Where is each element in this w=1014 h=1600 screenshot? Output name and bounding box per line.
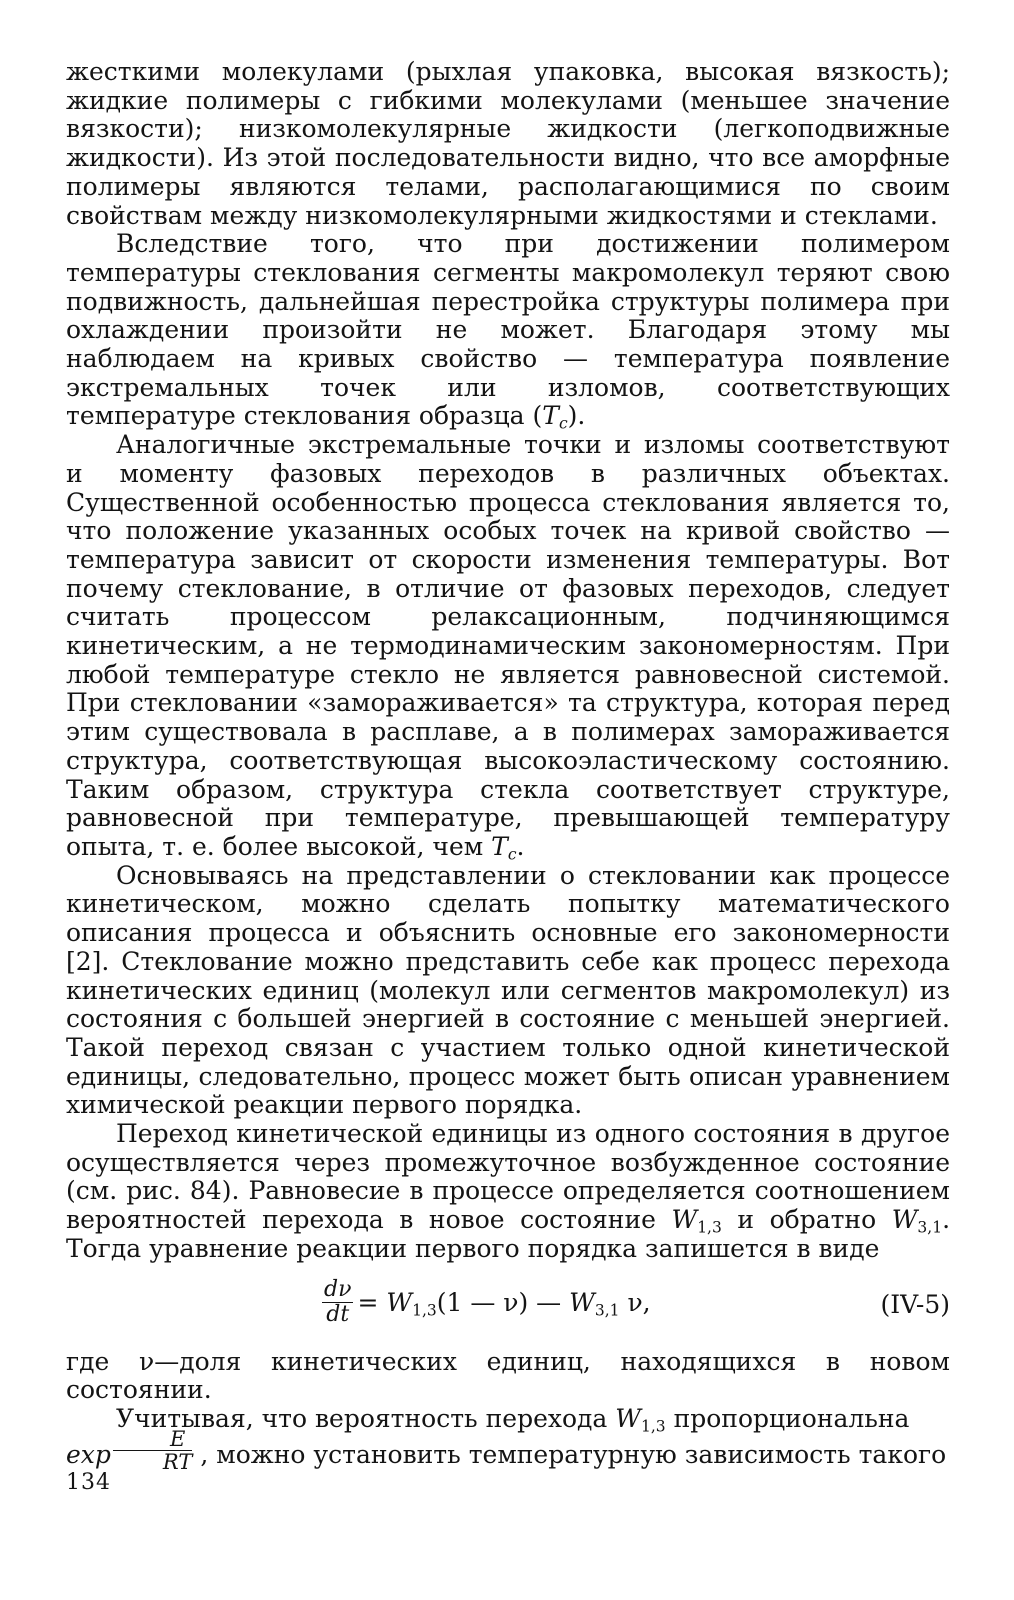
probability-subscript: 3,1: [917, 1218, 943, 1237]
energy-denominator: RT: [162, 1449, 193, 1474]
derivative-numerator: dν: [324, 1276, 352, 1302]
glass-transition-symbol: T: [491, 831, 508, 861]
paragraph-4-text: Основываясь на представлении о стекловании как процессе кинетическом, можно сделать попытку математического описания процесса и объяснить основные его закономерности [2]. Стеклование можно представить себе как процесс перехода кинетических единиц (молекул или сегментов макромолекул) из состояния с большей энергией в состояние с меньшей энергией. Такой переход связан с участием только одной кинетической единицы, следовательно, процесс может быть описан уравнением химической реакции первого порядка.: [66, 860, 950, 1120]
paragraph-1-text: жесткими молекулами (рыхлая упаковка, высокая вязкость); жидкие полимеры с гибкими молекулами (меньшее значение вязкости); низкомолекулярные жидкости (легкоподвижные жидкости). Из этой последовательности видно, что все аморфные полимеры являются телами, располагающимися по своим свойствам между низкомолекулярными жидкостями и стеклами.: [66, 57, 950, 230]
energy-fraction: [113, 1428, 192, 1473]
glass-transition-subscript: c: [558, 415, 568, 434]
book-page: [66, 58, 950, 1558]
paragraph-5-text-b: и обратно: [737, 1205, 877, 1235]
paragraph-2: Вследствие того, что при достижении полимером температуры стеклования сегменты макромолекул теряют свою подвижность, дальнейшая перестройка структуры полимера при охлаждении произойти не может. Благодаря этому мы наблюдаем на кривых свойство — температура появление экстремальных точек или изломов, соответствующих температуре стеклования образца $(T_c)$.: [66, 229, 950, 434]
probability-subscript: 1,3: [697, 1218, 722, 1237]
paragraph-6: [66, 1348, 950, 1405]
rate-equation: [318, 1278, 651, 1327]
paragraph-1: [66, 58, 950, 230]
probability-symbol: W: [569, 1287, 595, 1317]
energy-numerator: E: [169, 1426, 186, 1451]
derivative-fraction: [322, 1278, 353, 1327]
paragraph-2-text: Вследствие того, что при достижении полимером температуры стеклования сегменты макромолекул теряют свою подвижность, дальнейшая перестройка структуры полимера при охлаждении произойти не может. Благодаря этому мы наблюдаем на кривых свойство — температура появление экстремальных точек или изломов, соответствующих температуре стеклования образца: [66, 229, 950, 431]
equation-tail: ν,: [627, 1287, 651, 1317]
probability-symbol: W: [671, 1205, 698, 1235]
glass-transition-symbol: T: [542, 401, 559, 431]
paragraph-7-text-a: Учитывая, что вероятность перехода: [116, 1403, 608, 1433]
paragraph-5: [66, 1120, 950, 1264]
probability-symbol: W: [386, 1287, 413, 1317]
probability-subscript: 3,1: [594, 1301, 620, 1320]
paragraph-6-text: где ν—доля кинетических единиц, находящихся в новом состоянии.: [66, 1346, 950, 1405]
probability-subscript: 1,3: [640, 1417, 666, 1436]
equation-middle: (1 — ν) —: [436, 1287, 562, 1317]
paragraph-5-text-c: . Тогда уравнение реакции первого порядка запишется в виде: [66, 1205, 951, 1263]
paragraph-7-text-c: , можно установить температурную зависимость такого: [200, 1439, 947, 1469]
equation-number: (IV-5): [880, 1289, 950, 1319]
glass-transition-subscript: c: [507, 845, 517, 864]
paragraph-7: [66, 1405, 950, 1479]
paragraph-7-text-b: пропорциональна: [673, 1403, 910, 1433]
page-number: 134: [66, 1470, 111, 1495]
probability-subscript: 1,3: [412, 1301, 437, 1320]
equation-rhs: [357, 1287, 651, 1320]
paragraph-3: Аналогичные экстремальные точки и изломы соответствуют и моменту фазовых переходов в различных объектах. Существенной особенностью процесса стеклования является то, что положение указанных особых точек на кривой свойство — температура зависит от скорости изменения температуры. Вот почему стеклование, в отличие от фазовых переходов, следует считать процессом релаксационным, подчиняющимся кинетическим, а не термодинамическим закономерностям. При любой температуре стекло не является равновесной системой. При стекловании «замораживается» та структура, которая перед этим существовала в расплаве, а в полимерах замораживается структура, соответствующая высокоэластическому состоянию. Таким образом, структура стекла соответствует структуре, равновесной при температуре, превышающей температуру опыта, т. е. более высокой, чем $T_c$.: [66, 430, 950, 864]
paragraph-5-text-a: Переход кинетической единицы из одного состояния в другое осуществляется через промежуточное возбужденное состояние (см. рис. 84). Равновесие в процессе определяется соотношением вероятностей перехода в новое состояние: [66, 1119, 950, 1235]
derivative-denominator: dt: [326, 1301, 350, 1327]
paragraph-3-text: Аналогичные экстремальные точки и изломы соответствуют и моменту фазовых переходов в различных объектах. Существенной особенностью процесса стеклования является то, что положение указанных особых точек на кривой свойство — температура зависит от скорости изменения температуры. Вот почему стеклование, в отличие от фазовых переходов, следует считать процессом релаксационным, подчиняющимся кинетическим, а не термодинамическим закономерностям. При любой температуре стекло не является равновесной системой. При стекловании «замораживается» та структура, которая перед этим существовала в расплаве, а в полимерах замораживается структура, соответствующая высокоэластическому состоянию. Таким образом, структура стекла соответствует структуре, равновесной при температуре, превышающей температуру опыта, т. е. более высокой, чем: [66, 430, 950, 861]
equals-sign: =: [357, 1287, 379, 1317]
probability-symbol: W: [891, 1205, 918, 1235]
paragraph-4: [66, 862, 950, 1120]
probability-symbol: W: [615, 1403, 641, 1433]
exp-label: exp: [66, 1439, 111, 1469]
equation-block: [66, 1268, 950, 1346]
